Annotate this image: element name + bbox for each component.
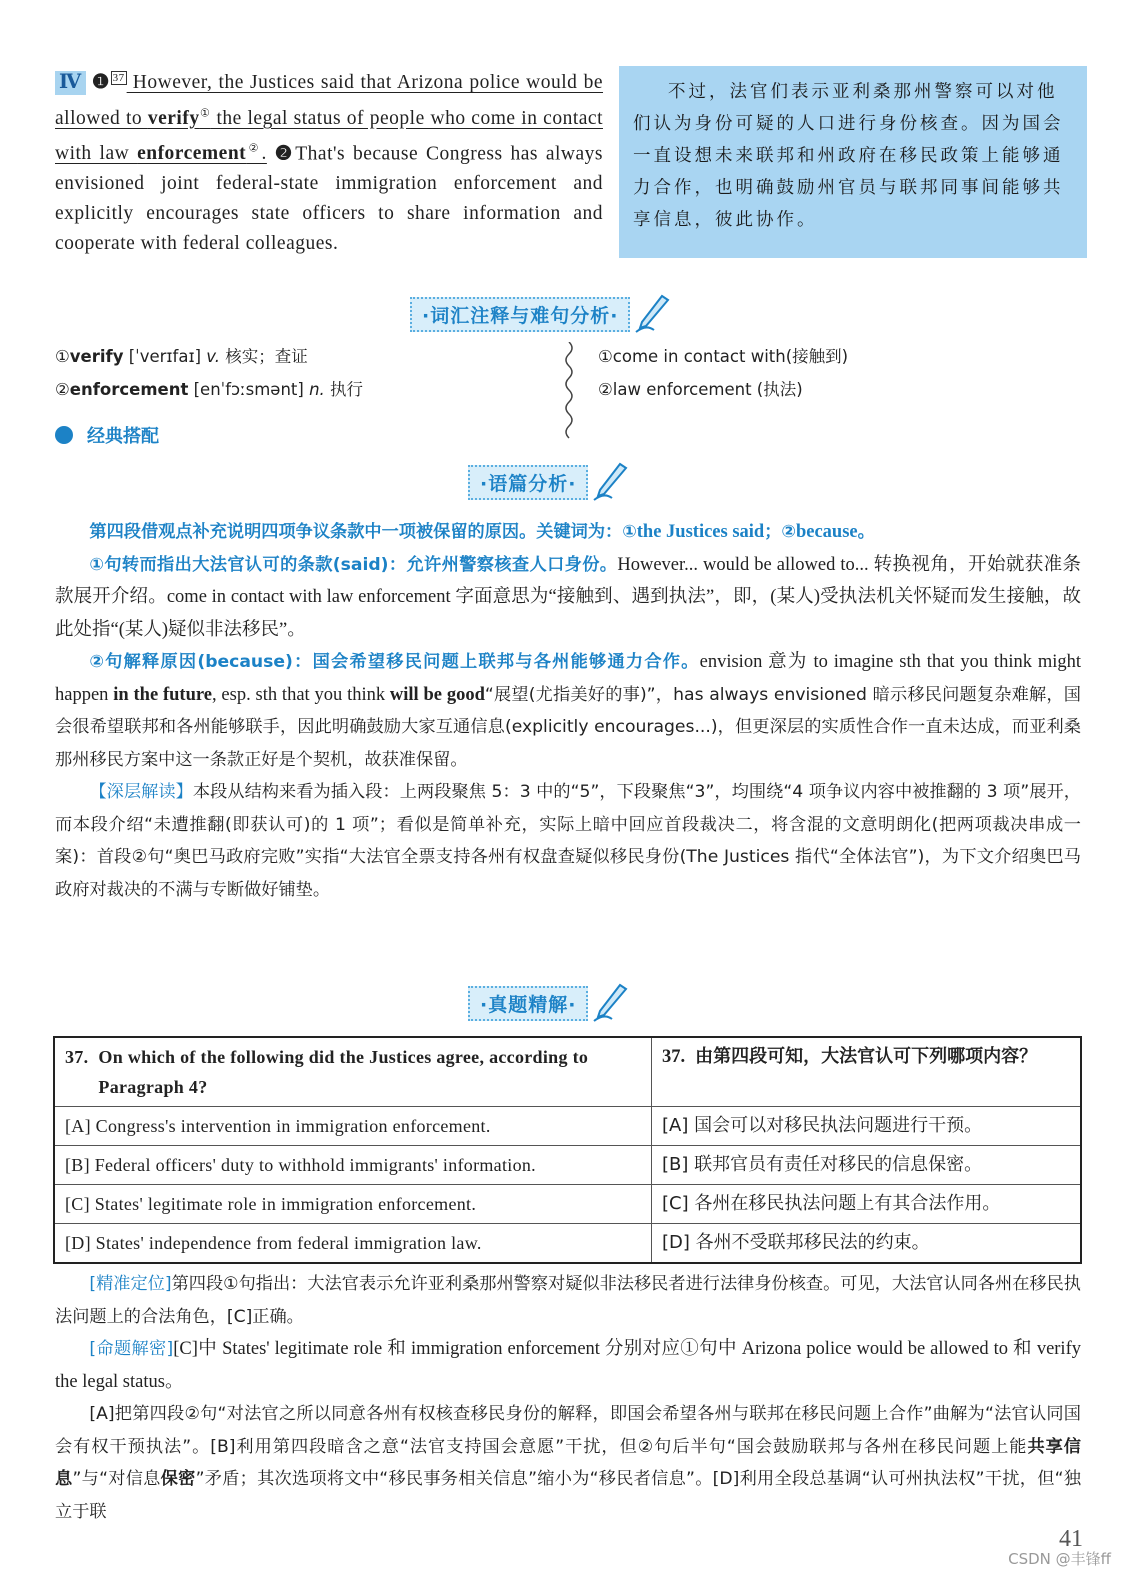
divider-wavy [563,342,575,442]
question-heading-label: ·真题精解· [468,986,588,1021]
vocab-item-verify: ①verify [ˈverɪfaɪ] v. 核实；查证 [55,347,308,366]
question-table [53,1036,1082,1264]
phrase-list [598,340,848,406]
option-a-zh: [A] 国会可以对移民执法问题进行干预。 [652,1107,1082,1146]
option-c-en: [C] States' legitimate role in immigration enforcement. [54,1185,652,1224]
page-number: 41 [1059,1526,1083,1552]
analysis-sentence-1: ①句转而指出大法官认可的条款(said)：允许州警察核查人口身份。However... would be allowed to... 转换视角，开始就获准条款展开介绍。come in contact with law enforcement 字面意思为“接触到、遇到执法”，即，(某人)受执法机关怀疑而发生接触，故此处指“(某人)疑似非法移民”。 [55,554,1081,640]
analysis-intro: 第四段借观点补充说明四项争议条款中一项被保留的原因。关键词为：①the Justices said；②because。 [89,522,875,542]
sentence-1-marker: ❶ [91,72,111,93]
classic-collocation-heading: 经典搭配 [55,422,159,448]
option-row [54,1146,1081,1185]
question-zh: 37. 由第四段可知，大法官认可下列哪项内容？ [652,1037,1082,1107]
option-d-zh: [D] 各州不受联邦移民法的约束。 [652,1224,1082,1264]
translation-box [619,66,1087,258]
analysis-text [55,516,1081,906]
pen-icon [590,983,630,1023]
phrase-item-1: ①come in contact with(接触到) [598,347,849,366]
option-a-en: [A] Congress's intervention in immigration enforcement. [54,1107,652,1146]
deep-interpretation: 【深层解读】本段从结构来看为插入段：上两段聚焦 5：3 中的“5”，下段聚焦“3”，均围绕“4 项争议内容中被推翻的 3 项”展开，而本段介绍“未遭推翻(即获认可)的 1 项”；看似是简单补充，实际上暗中回应首段裁决二，将含混的文意明朗化(把两项裁决串成一案)：首段②句“奥巴马政府完败”实指“大法官全票支持各州有权盘查疑似移民身份(The Justices 指代“全体法官”)，为下文介绍奥巴马政府对裁决的不满与专断做好铺垫。 [55,782,1081,900]
pen-icon [590,462,630,502]
passage-paragraph-4 [55,68,603,259]
question-decode: [命题解密][C]中 States' legitimate role 和 immigration enforcement 分别对应①句中 Arizona police would be allowed to 和 verify the legal status。 [55,1339,1081,1392]
option-b-zh: [B] 联邦官员有责任对移民的信息保密。 [652,1146,1082,1185]
analysis-section-heading [468,462,630,502]
analysis-heading-label: ·语篇分析· [468,465,588,500]
sentence-2-marker: ❷ [274,143,296,164]
vocab-section-heading [410,294,672,334]
question-row [54,1037,1081,1107]
option-d-en: [D] States' independence from federal immigration law. [54,1224,652,1264]
analysis-sentence-2: ②句解释原因(because)：国会希望移民问题上联邦与各州能够通力合作。envision 意为 to imagine sth that you think might happen in the future, esp. sth that you think will be good“展望(尤指美好的事)”，has always envisioned 暗示移民问题复杂难解，国会很希望联邦和各州能够联手，因此明确鼓励大家互通信息(explicitly encourages...)，但更深层的实质性合作一直未达成，而亚利桑那州移民方案中这一条款正好是个契机，故获准保留。 [55,652,1082,770]
distractor-analysis: [A]把第四段②句“对法官之所以同意各州有权核查移民身份的解释，即国会希望各州与联邦在移民问题上合作”曲解为“法官认同国会有权干预执法”。[B]利用第四段暗含之意“法官支持国会意愿”干扰，但②句后半句“国会鼓励联邦与各州在移民问题上能共享信息”与“对信息保密”矛盾；其次选项将文中“移民事务相关信息”缩小为“移民者信息”。[D]利用全段总基调“认可州执法权”干扰，但“独立于联 [55,1404,1082,1522]
precise-location: [精准定位]第四段①句指出：大法官表示允许亚利桑那州警察对疑似非法移民者进行法律身份核查。可见，大法官认同各州在移民执法问题上的合法角色，[C]正确。 [55,1274,1081,1327]
sentence-1: However, the Justices said that Arizona police would be allowed to verify① the legal status of people who come in contact with law enforcement②. [55,72,604,164]
vocab-item-enforcement: ②enforcement [enˈfɔːsmənt] n. 执行 [55,380,364,399]
phrase-item-2: ②law enforcement (执法) [598,380,803,399]
option-row [54,1107,1081,1146]
watermark: CSDN @丰锋ff [1008,1550,1111,1568]
translation-text: 不过，法官们表示亚利桑那州警察可以对他们认为身份可疑的人口进行身份核查。因为国会一直设想未来联邦和州政府在移民政策上能够通力合作，也明确鼓励州官员与联邦同事间能够共享信息，彼此协作。 [633,82,1064,230]
bullet-dot-icon [55,426,73,444]
question-section-heading [468,983,630,1023]
question-ref: 37 [112,71,125,84]
explanation-text [55,1268,1081,1528]
option-row [54,1185,1081,1224]
pen-icon [632,294,672,334]
paragraph-marker: Ⅳ [55,71,86,95]
option-c-zh: [C] 各州在移民执法问题上有其合法作用。 [652,1185,1082,1224]
option-b-en: [B] Federal officers' duty to withhold immigrants' information. [54,1146,652,1185]
sentence-2: That's because Congress has always envisioned joint federal-state immigration enforcement and explicitly encourages state officers to share information and cooperate with federal colleagues. [55,143,603,254]
vocab-heading-label: ·词汇注释与难句分析· [410,297,630,332]
vocab-list [55,340,363,406]
option-row [54,1224,1081,1264]
question-en: 37. On which of the following did the Justices agree, according to Paragraph 4? [54,1037,652,1107]
